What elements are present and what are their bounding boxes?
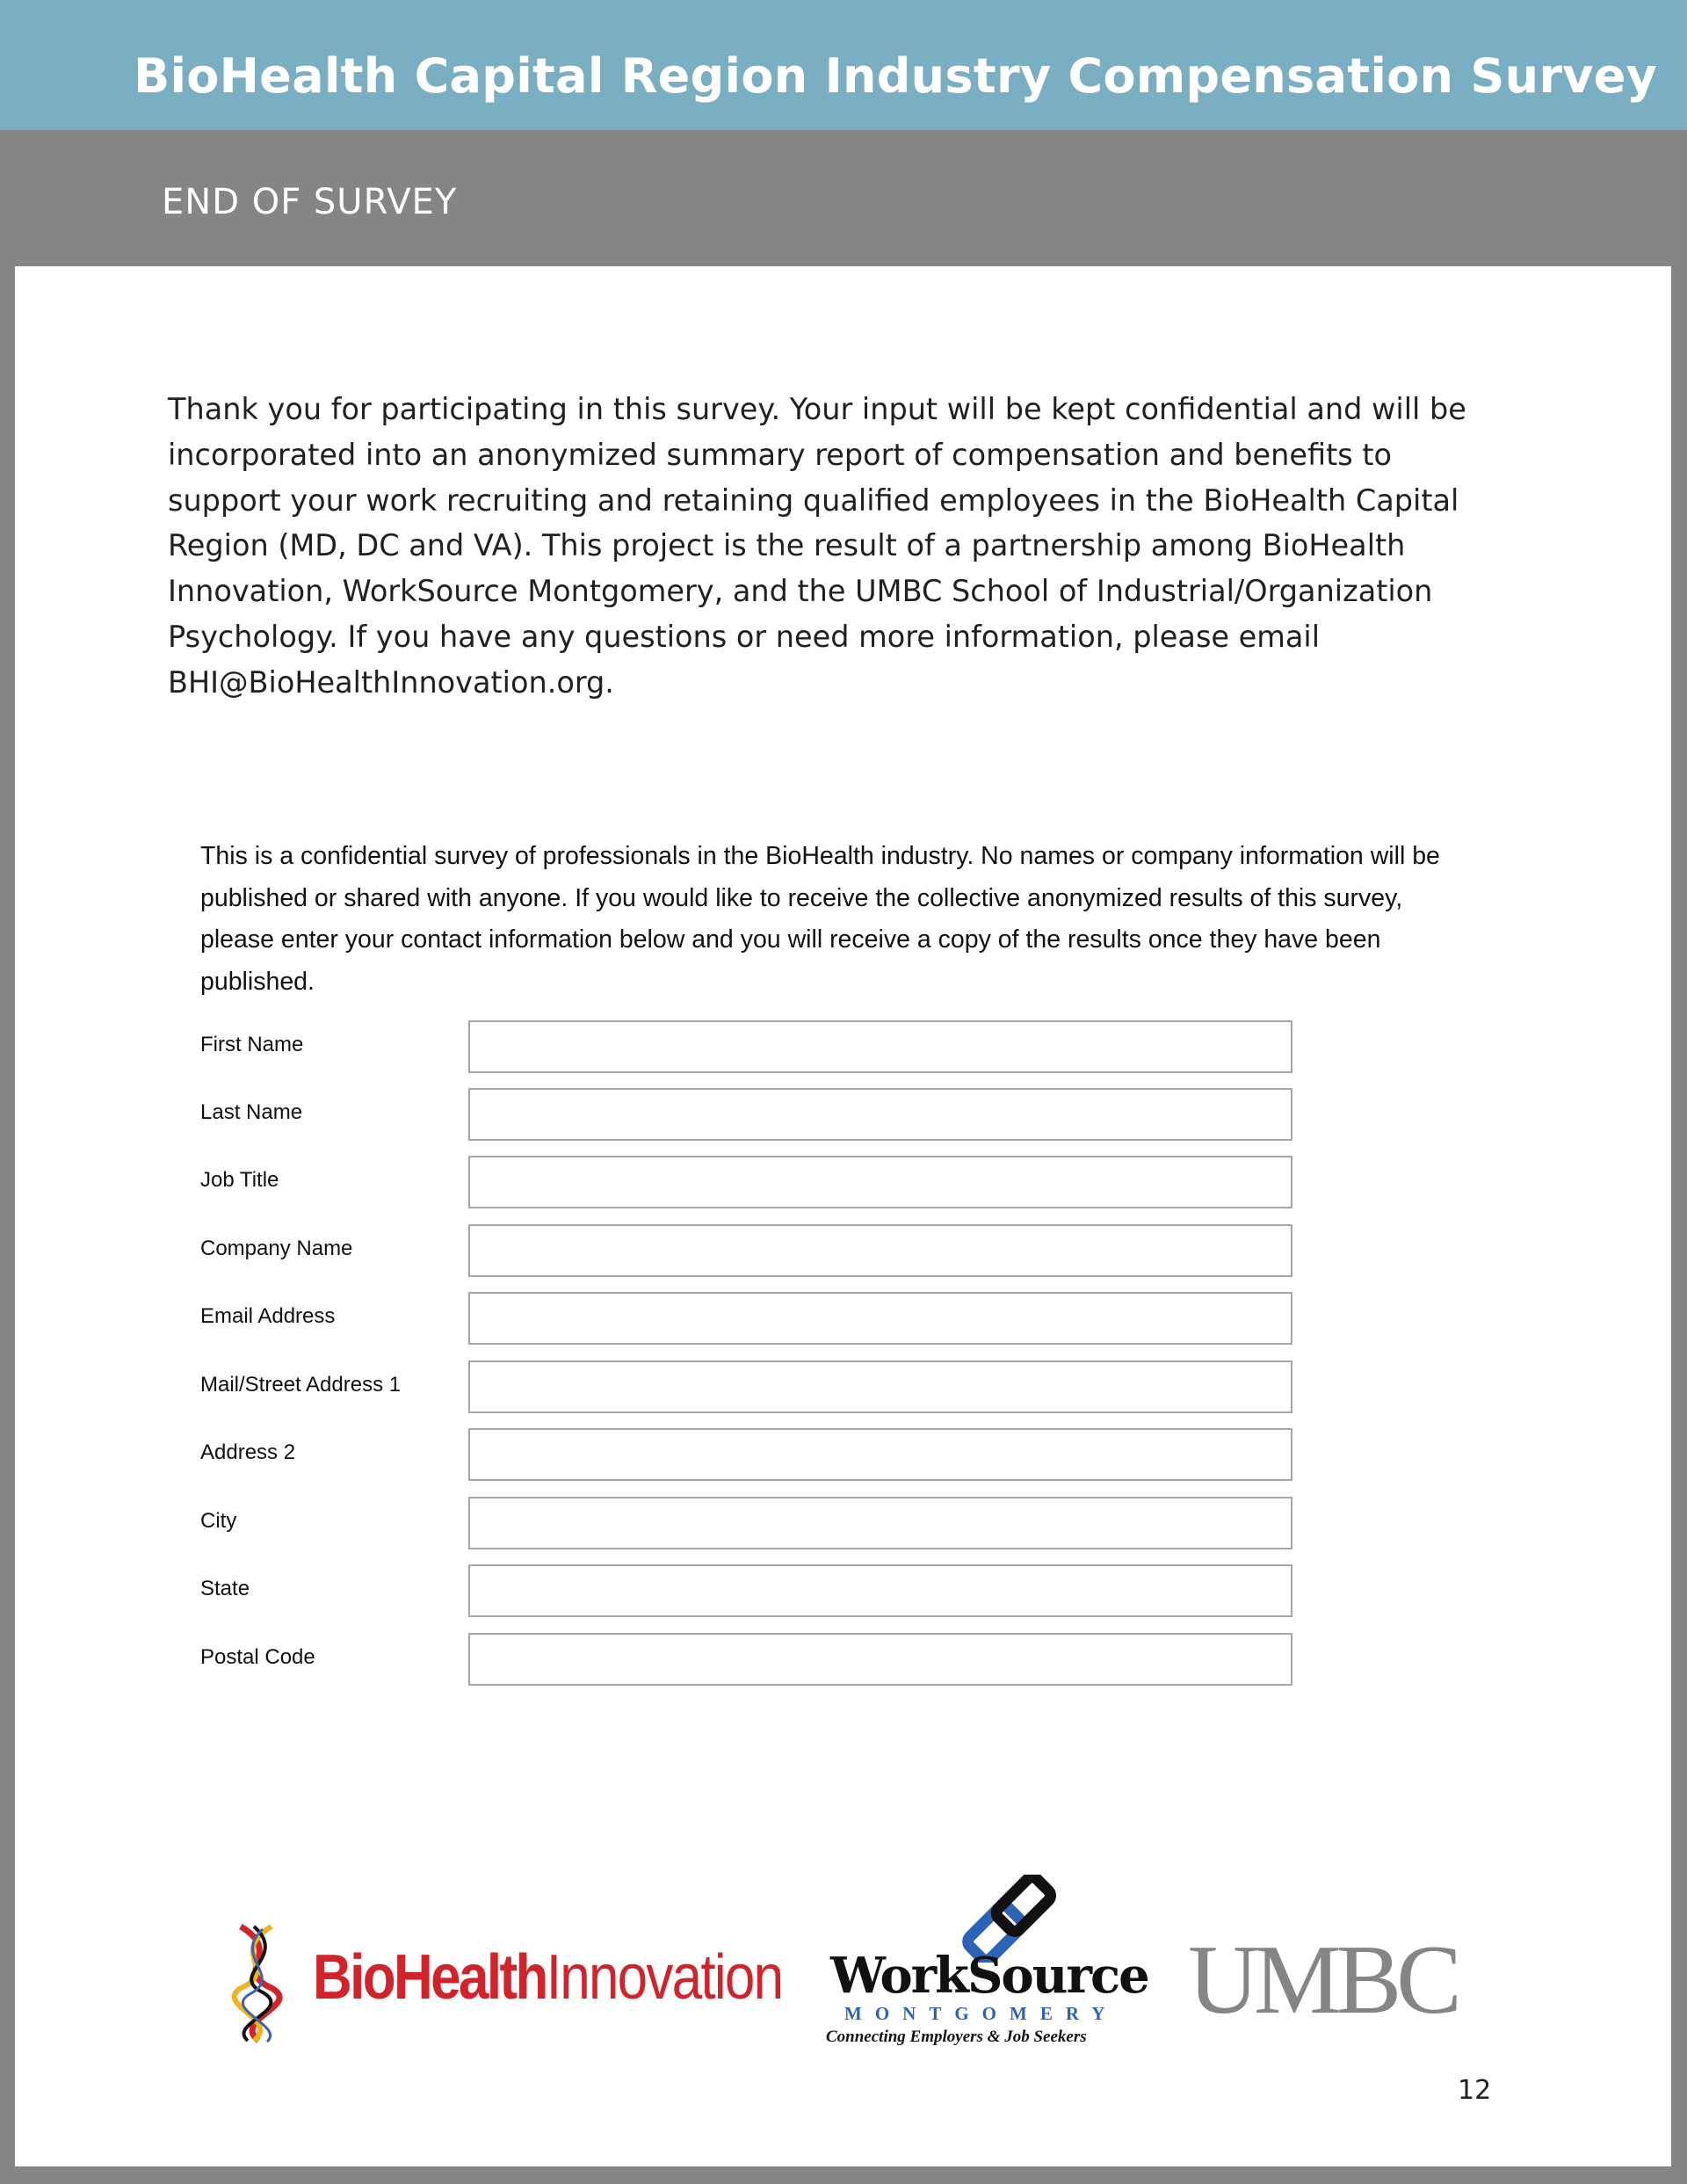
dna-helix-icon xyxy=(223,1922,293,2045)
section-title: END OF SURVEY xyxy=(162,182,458,222)
form-row-job-title xyxy=(200,1156,1343,1212)
form-row-city xyxy=(200,1497,1343,1553)
page-number: 12 xyxy=(1458,2075,1492,2106)
form-row-last-name xyxy=(200,1088,1343,1144)
confidentiality-note: This is a confidential survey of professionals in the BioHealth industry. No names or company information will be published or shared with anyone. If you would like to receive the collective anonymized results of this survey, please enter your contact information below and you will receive a copy of the results once they have been published. xyxy=(200,842,1440,996)
form-row-email xyxy=(200,1292,1343,1348)
bhi-wordmark-bold: BioHealth xyxy=(313,1942,547,2013)
worksource-wordmark: WorkSource xyxy=(830,1947,1148,2005)
field-label: Job Title xyxy=(200,1168,279,1192)
field-label: First Name xyxy=(200,1033,304,1056)
field-label: Mail/Street Address 1 xyxy=(200,1373,402,1397)
biohealth-innovation-logo xyxy=(223,1919,786,2050)
form-row-address-1 xyxy=(200,1360,1343,1417)
bhi-wordmark-light: Innovation xyxy=(546,1942,783,2013)
field-label: Company Name xyxy=(200,1237,353,1260)
first-name-input[interactable] xyxy=(468,1020,1292,1073)
form-row-state xyxy=(200,1564,1343,1621)
bhi-wordmark xyxy=(313,1938,782,2017)
page-content xyxy=(15,266,1671,2166)
form-row-company-name xyxy=(200,1224,1343,1281)
address-1-input[interactable] xyxy=(468,1360,1292,1413)
field-label: Last Name xyxy=(200,1100,303,1124)
state-input[interactable] xyxy=(468,1564,1292,1617)
intro-paragraph: Thank you for participating in this survey. Your input will be kept confidential and will be incorporated into an anonymized summary report of compensation and benefits to support your work recruiting and retaining qualified employees in the BioHealth Capital Region (MD, DC and VA). This project is the result of a partnership among BioHealth Innovation, WorkSource Montgomery, and the UMBC School of Industrial/Organization Psychology. If you have any questions or need more information, please email BHI@BioHealthInnovation.org. xyxy=(168,392,1466,700)
form-row-address-2 xyxy=(200,1428,1343,1484)
last-name-input[interactable] xyxy=(468,1088,1292,1141)
montgomery-wordmark: MONTGOMERY xyxy=(844,2003,1119,2024)
umbc-logo: UMBC xyxy=(1188,1926,1457,2035)
field-label: Address 2 xyxy=(200,1440,296,1464)
header-bar xyxy=(0,0,1687,130)
field-label: State xyxy=(200,1577,250,1600)
document-title: BioHealth Capital Region Industry Compensation Survey xyxy=(134,48,1658,104)
field-label: Postal Code xyxy=(200,1645,315,1669)
field-label: City xyxy=(200,1509,237,1533)
field-label: Email Address xyxy=(200,1304,336,1328)
job-title-input[interactable] xyxy=(468,1156,1292,1208)
worksource-tagline: Connecting Employers & Job Seekers xyxy=(826,2028,1087,2046)
email-input[interactable] xyxy=(468,1292,1292,1345)
worksource-montgomery-logo xyxy=(815,1875,1148,2055)
city-input[interactable] xyxy=(468,1497,1292,1549)
company-name-input[interactable] xyxy=(468,1224,1292,1277)
address-2-input[interactable] xyxy=(468,1428,1292,1481)
form-row-postal-code xyxy=(200,1633,1343,1689)
postal-code-input[interactable] xyxy=(468,1633,1292,1686)
form-row-first-name xyxy=(200,1020,1343,1077)
